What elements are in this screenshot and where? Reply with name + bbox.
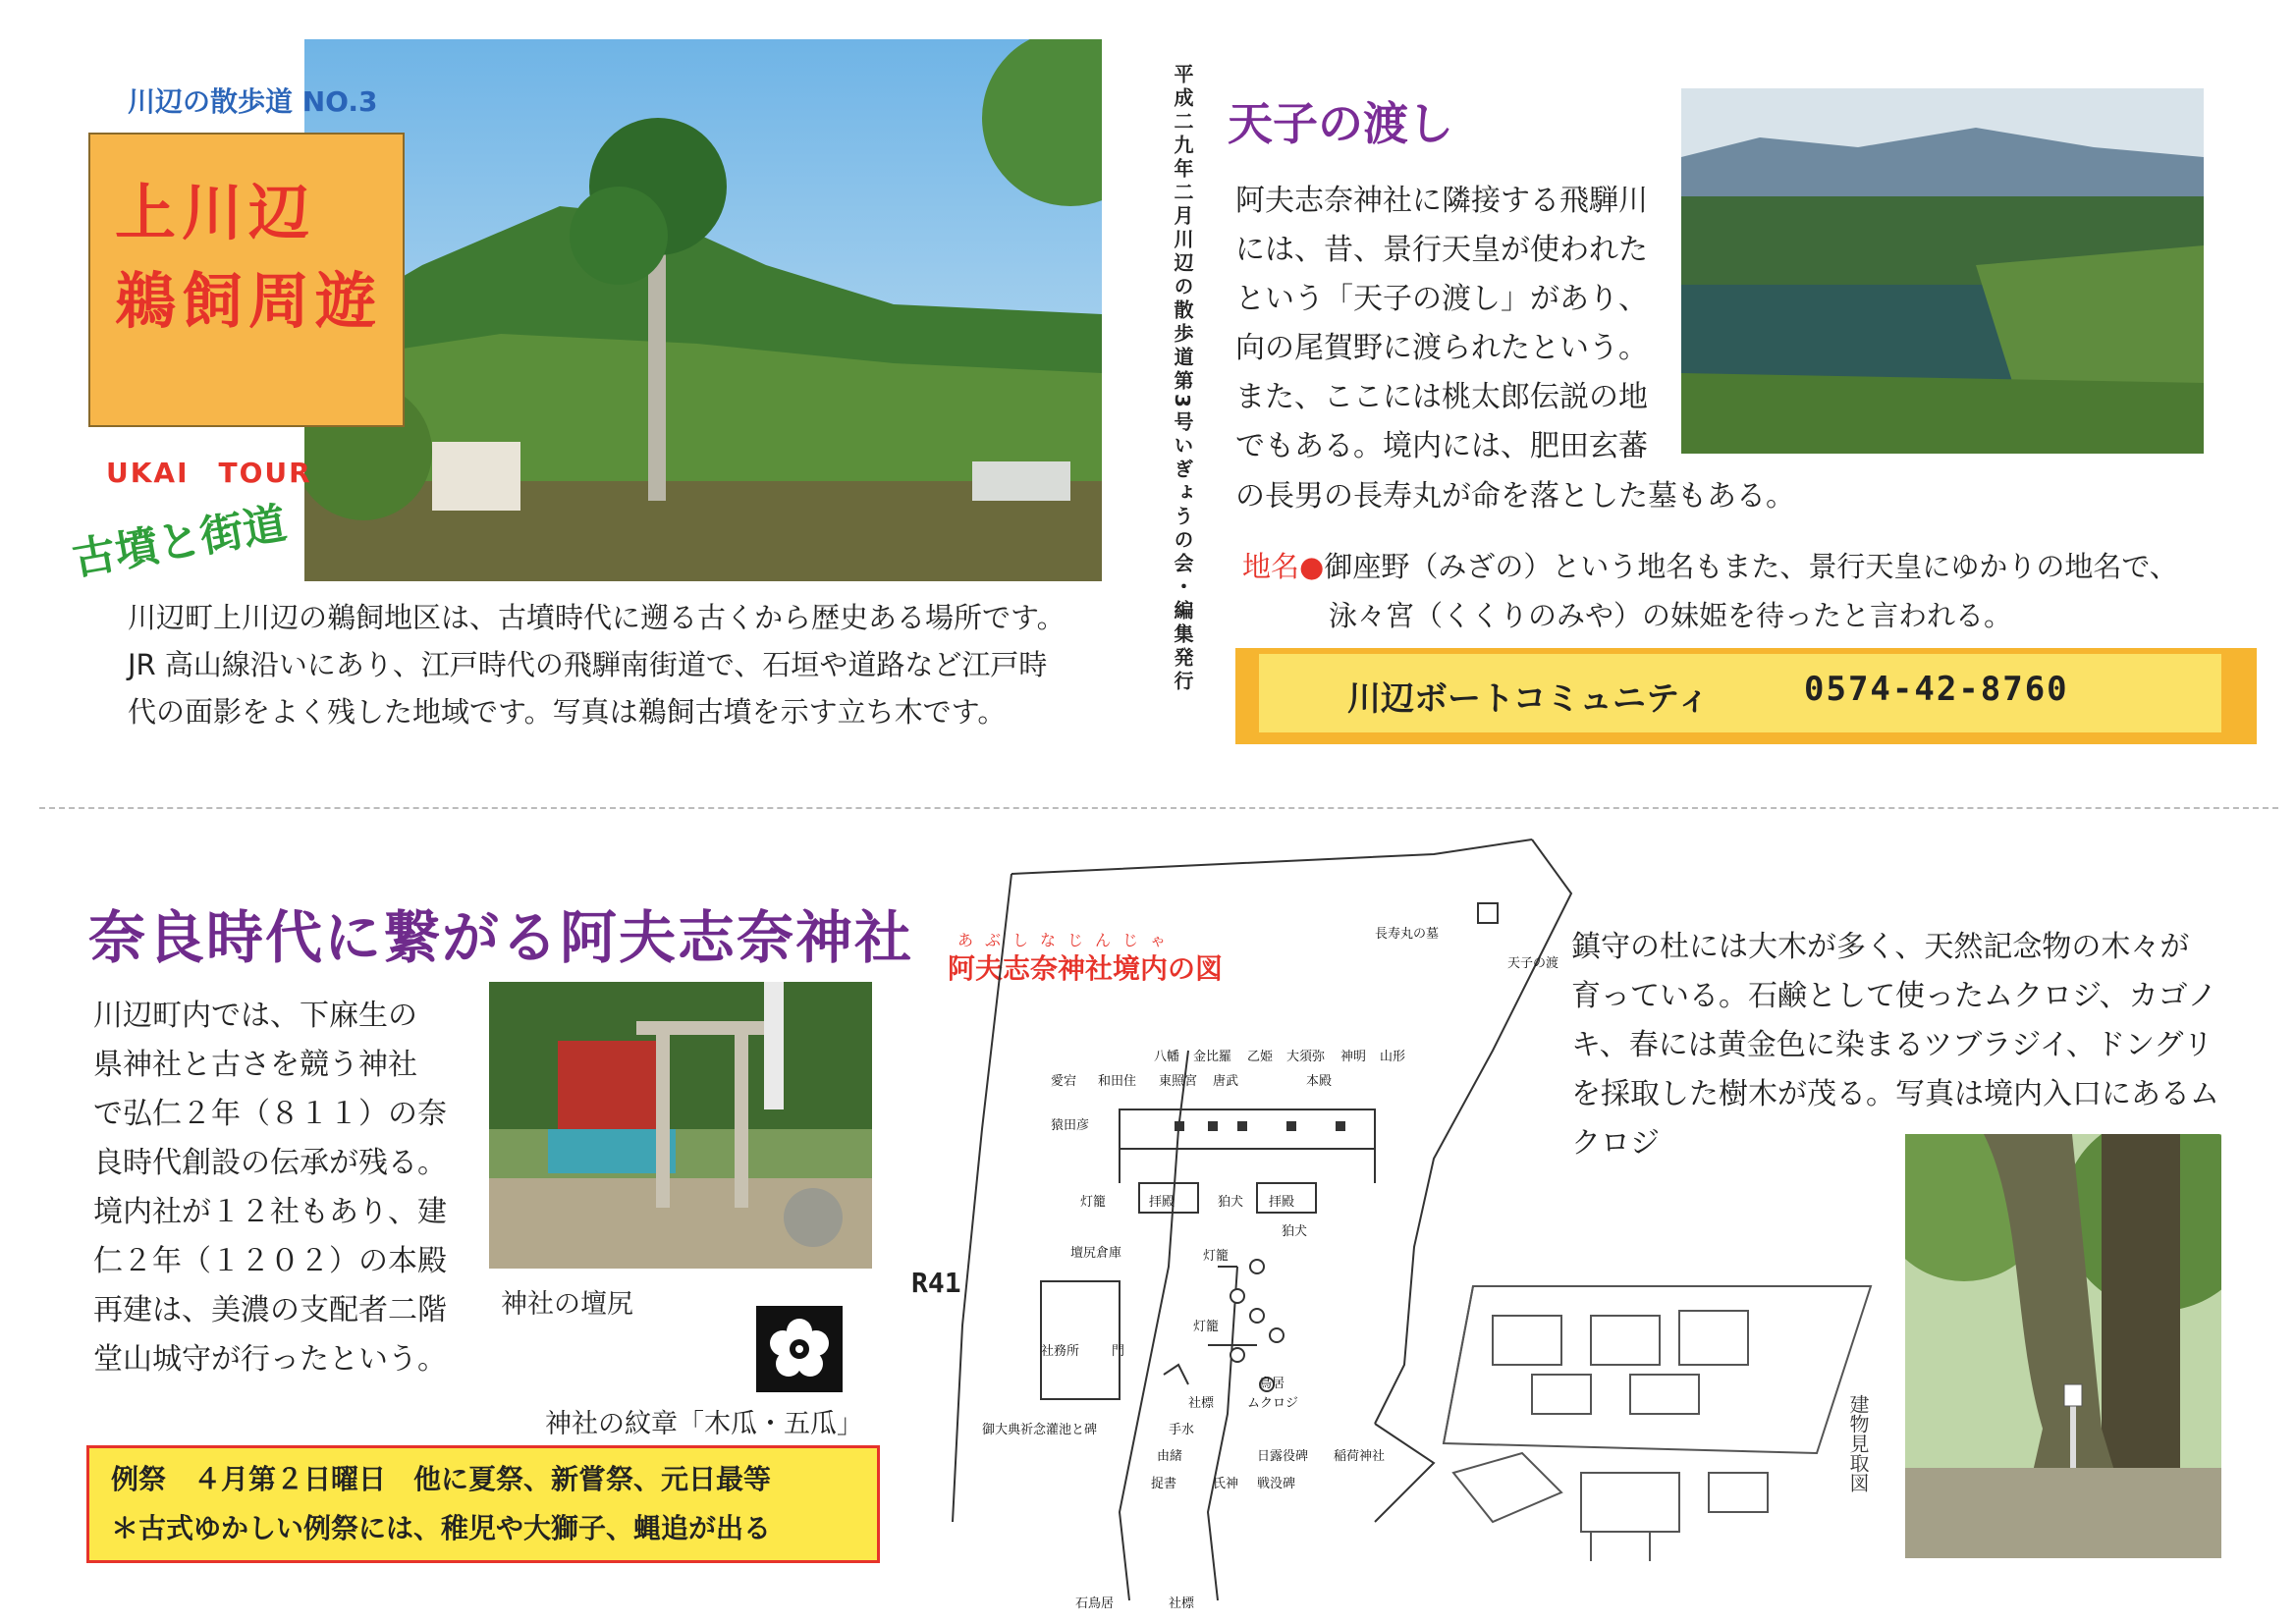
map-label: 八幡 [1154, 1050, 1180, 1064]
festival-line1: 例祭 ４月第２日曜日 他に夏祭、新嘗祭、元日最等 [111, 1463, 772, 1495]
map-label: 捉書 [1151, 1477, 1177, 1491]
map-label: ムクロジ [1247, 1396, 1299, 1411]
tenshi-line: という「天子の渡し」があり、 [1235, 282, 1648, 316]
chimei-line1 [1242, 542, 2178, 591]
sketch-label: 建物見取図 [1846, 1394, 1870, 1492]
map-label: 拝殿 [1149, 1195, 1175, 1210]
bullet-dot-icon: ● [1299, 550, 1325, 583]
nara-line: 再建は、美濃の支配者二階 [93, 1293, 447, 1327]
chimei-label: 地名 [1242, 550, 1300, 583]
section-divider [39, 807, 2278, 809]
map-label: 山形 [1380, 1050, 1406, 1064]
tenshi-line: また、ここには桃太郎伝説の地 [1235, 380, 1648, 414]
map-label: 石鳥居 [1075, 1596, 1115, 1611]
map-label: 社標 [1188, 1396, 1215, 1411]
chinju-line: 育っている。石鹸として使ったムクロジ、カゴノ [1571, 979, 2217, 1013]
map-label: 和田住 [1098, 1074, 1137, 1089]
tenshi-line: でもある。境内には、肥田玄蕃 [1235, 429, 1648, 463]
nara-line: で弘仁２年（８１１）の奈 [93, 1097, 447, 1131]
map-label: 戦没碑 [1257, 1477, 1296, 1491]
map-label: 日露役碑 [1257, 1449, 1309, 1464]
map-title: 阿夫志奈神社境内の図 [948, 952, 1224, 985]
intro-text [128, 594, 1120, 735]
danjiri-photo [489, 982, 872, 1269]
chinju-text [1571, 923, 2219, 1168]
chinju-line: 鎮守の杜には大木が多く、天然記念物の木々が [1571, 930, 2190, 964]
tenshi-last-line: の長男の長寿丸が命を落とした墓もある。 [1235, 479, 1795, 514]
nara-line: 仁２年（１２０２）の本殿 [93, 1244, 447, 1278]
nara-line: 川辺町内では、下麻生の [93, 999, 417, 1033]
series-label: 川辺の散歩道 NO.3 [128, 85, 378, 118]
intro-line: 川辺町上川辺の鵜飼地区は、古墳時代に遡る古くから歴史ある場所です。 [128, 601, 1066, 634]
title-box [88, 133, 405, 427]
vertical-publisher-note: 平成二九年二月川辺の散歩道第3号いぎょうの会・編集発行 [1171, 64, 1194, 694]
contact-name: 川辺ボートコミュニティ [1347, 679, 1711, 719]
intro-line: JR 高山線沿いにあり、江戸時代の飛騨南街道で、石垣や道路など江戸時 [128, 648, 1048, 681]
nara-text [93, 992, 447, 1384]
map-label: 灯籠 [1203, 1249, 1230, 1264]
map-title-ruby: あぶしなじんじゃ [957, 931, 1178, 949]
subtitle-en: UKAI TOUR [106, 457, 312, 489]
nara-line: 境内社が１２社もあり、建 [93, 1195, 447, 1229]
map-label: 狛犬 [1218, 1195, 1244, 1210]
nara-heading: 奈良時代に繋がる阿夫志奈神社 [88, 904, 914, 971]
map-label: 灯籠 [1080, 1195, 1107, 1210]
map-label: 本殿 [1306, 1074, 1333, 1089]
road-label: R41 [911, 1267, 961, 1299]
intro-line: 代の面影をよく残した地域です。写真は鵜飼古墳を示す立ち木です。 [128, 695, 1007, 729]
title-line2: 鵜飼周遊 [115, 265, 383, 337]
tenshi-heading: 天子の渡し [1228, 97, 1453, 150]
map-label: 大須弥 [1286, 1050, 1326, 1064]
map-label: 鳥居 [1259, 1377, 1285, 1391]
map-label: 拝殿 [1269, 1195, 1295, 1210]
map-label: 御大典祈念灌池と碑 [982, 1423, 1098, 1437]
tenshi-line: には、昔、景行天皇が使われた [1235, 233, 1648, 267]
map-label: 由緒 [1157, 1449, 1183, 1464]
tenshi-text [1235, 177, 1667, 471]
river-photo [1681, 88, 2204, 454]
map-label: 社標 [1169, 1596, 1195, 1611]
chimei-text1: 御座野（みざの）という地名もまた、景行天皇にゆかりの地名で、 [1324, 550, 2178, 583]
map-label: 神明 [1340, 1050, 1367, 1064]
nara-line: 県神社と古さを競う神社 [93, 1048, 417, 1082]
map-label: 門 [1112, 1344, 1125, 1359]
ukai-kofun-photo [304, 39, 1102, 581]
contact-tel: 0574-42-8760 [1804, 670, 2069, 709]
contact-banner [1235, 648, 2257, 744]
mokko-crest-icon [756, 1306, 843, 1392]
tenshi-line: 阿夫志奈神社に隣接する飛騨川 [1235, 184, 1648, 218]
map-label: 猿田彦 [1051, 1118, 1090, 1133]
chinju-line: クロジ [1571, 1126, 1660, 1161]
map-label: 金比羅 [1193, 1050, 1232, 1064]
map-label: 唐武 [1213, 1074, 1239, 1089]
map-label: 天子の渡 [1507, 956, 1559, 971]
map-label: 氏神 [1213, 1477, 1239, 1491]
building-sketch [1434, 1276, 1876, 1571]
tagline: 古墳と街道 [68, 498, 291, 586]
map-label: 壇尻倉庫 [1070, 1246, 1122, 1261]
nara-line: 良時代創設の伝承が残る。 [93, 1146, 447, 1180]
map-label: 稲荷神社 [1334, 1449, 1386, 1464]
map-label: 社務所 [1041, 1344, 1080, 1359]
danjiri-caption: 神社の壇尻 [501, 1289, 633, 1320]
map-label: 狛犬 [1282, 1224, 1308, 1239]
map-label: 長寿丸の墓 [1375, 927, 1440, 942]
map-label: 東照宮 [1159, 1074, 1198, 1089]
chimei-note [1242, 542, 2178, 640]
map-label: 乙姫 [1247, 1050, 1274, 1064]
nara-line: 堂山城守が行ったという。 [93, 1342, 447, 1377]
tenshi-line: 向の尾賀野に渡られたという。 [1235, 331, 1648, 365]
chinju-line: を採取した樹木が茂る。写真は境内入口にあるム [1571, 1077, 2219, 1111]
map-label: 愛宕 [1051, 1074, 1077, 1089]
contact-banner-inner [1259, 654, 2221, 732]
festival-box [86, 1445, 880, 1563]
map-label: 灯籠 [1193, 1320, 1220, 1334]
title-line1: 上川辺 [115, 177, 316, 248]
mukuroji-tree-photo [1905, 1134, 2221, 1558]
festival-line2: ＊古式ゆかしい例祭には、稚児や大獅子、蝿追が出る [111, 1512, 772, 1544]
map-label: 手水 [1169, 1423, 1195, 1437]
chinju-line: キ、春には黄金色に染まるツブラジイ、ドングリ [1571, 1028, 2214, 1062]
crest-caption: 神社の紋章「木瓜・五瓜」 [545, 1409, 863, 1439]
chimei-text2: 泳々宮（くくりのみや）の妹姫を待ったと言われる。 [1329, 599, 2013, 632]
